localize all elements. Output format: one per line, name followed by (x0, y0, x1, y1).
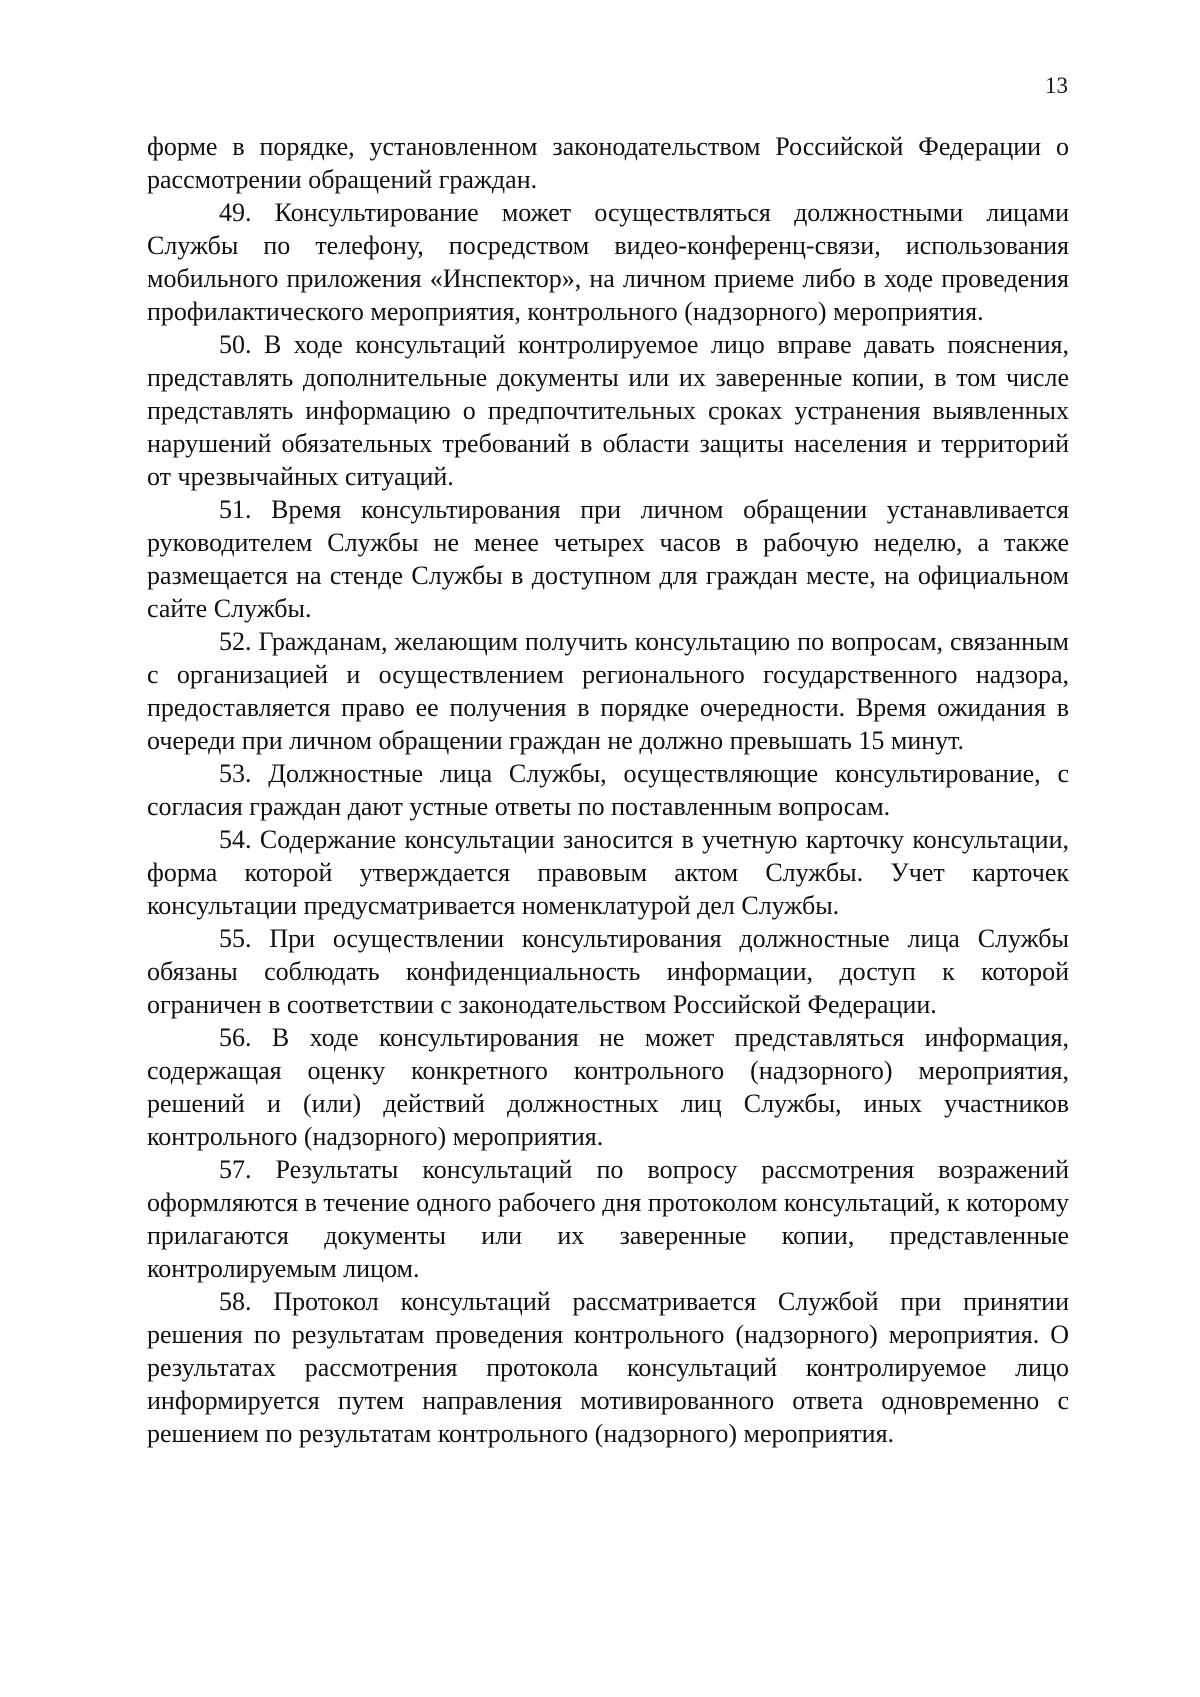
paragraph-continuation: форме в порядке, установленном законодательством Российской Федерации о рассмотрении обращений граждан. (147, 132, 1069, 194)
document-body (147, 130, 1069, 1450)
paragraph-57: 57. Результаты консультаций по вопросу рассмотрения возражений оформляются в течение одного рабочего дня протоколом консультаций, к которому прилагаются документы или их заверенные копии, представленные контролируемым лицом. (147, 1155, 1070, 1283)
paragraph-52: 52. Гражданам, желающим получить консультацию по вопросам, связанным с организацией и осуществлением регионального государственного надзора, предоставляется право ее получения в порядке очередности. Время ожидания в очереди при личном обращении граждан не должно превышать 15 минут. (147, 627, 1069, 755)
paragraph-54: 54. Содержание консультации заносится в учетную карточку консультации, форма которой утверждается правовым актом Службы. Учет карточек консультации предусматривается номенклатурой дел Службы. (147, 825, 1069, 920)
paragraph-49: 49. Консультирование может осуществляться должностными лицами Службы по телефону, посредством видео-конференц-связи, использования мобильного приложения «Инспектор», на личном приеме либо в ходе проведения профилактического мероприятия, контрольного (надзорного) мероприятия. (147, 198, 1069, 326)
paragraph-58: 58. Протокол консультаций рассматривается Службой при принятии решения по результатам проведения контрольного (надзорного) мероприятия. О результатах рассмотрения протокола консультаций контролируемое лицо информируется путем направления мотивированного ответа одновременно с решением по результатам контрольного (надзорного) мероприятия. (147, 1287, 1069, 1448)
paragraph-50: 50. В ходе консультаций контролируемое лицо вправе давать пояснения, представлять дополнительные документы или их заверенные копии, в том числе представлять информацию о предпочтительных сроках устранения выявленных нарушений обязательных требований в области защиты населения и территорий от чрезвычайных ситуаций. (147, 330, 1069, 491)
page-number: 13 (1045, 73, 1068, 98)
paragraph-51: 51. Время консультирования при личном обращении устанавливается руководителем Службы не менее четырех часов в рабочую неделю, а также размещается на стенде Службы в доступном для граждан месте, на официальном сайте Службы. (147, 495, 1069, 623)
paragraph-55: 55. При осуществлении консультирования должностные лица Службы обязаны соблюдать конфиденциальность информации, доступ к которой ограничен в соответствии с законодательством Российской Федерации. (147, 924, 1069, 1019)
paragraph-56: 56. В ходе консультирования не может представляться информация, содержащая оценку конкретного контрольного (надзорного) мероприятия, решений и (или) действий должностных лиц Службы, иных участников контрольного (надзорного) мероприятия. (147, 1023, 1069, 1151)
paragraph-53: 53. Должностные лица Службы, осуществляющие консультирование, с согласия граждан дают устные ответы по поставленным вопросам. (147, 759, 1069, 821)
